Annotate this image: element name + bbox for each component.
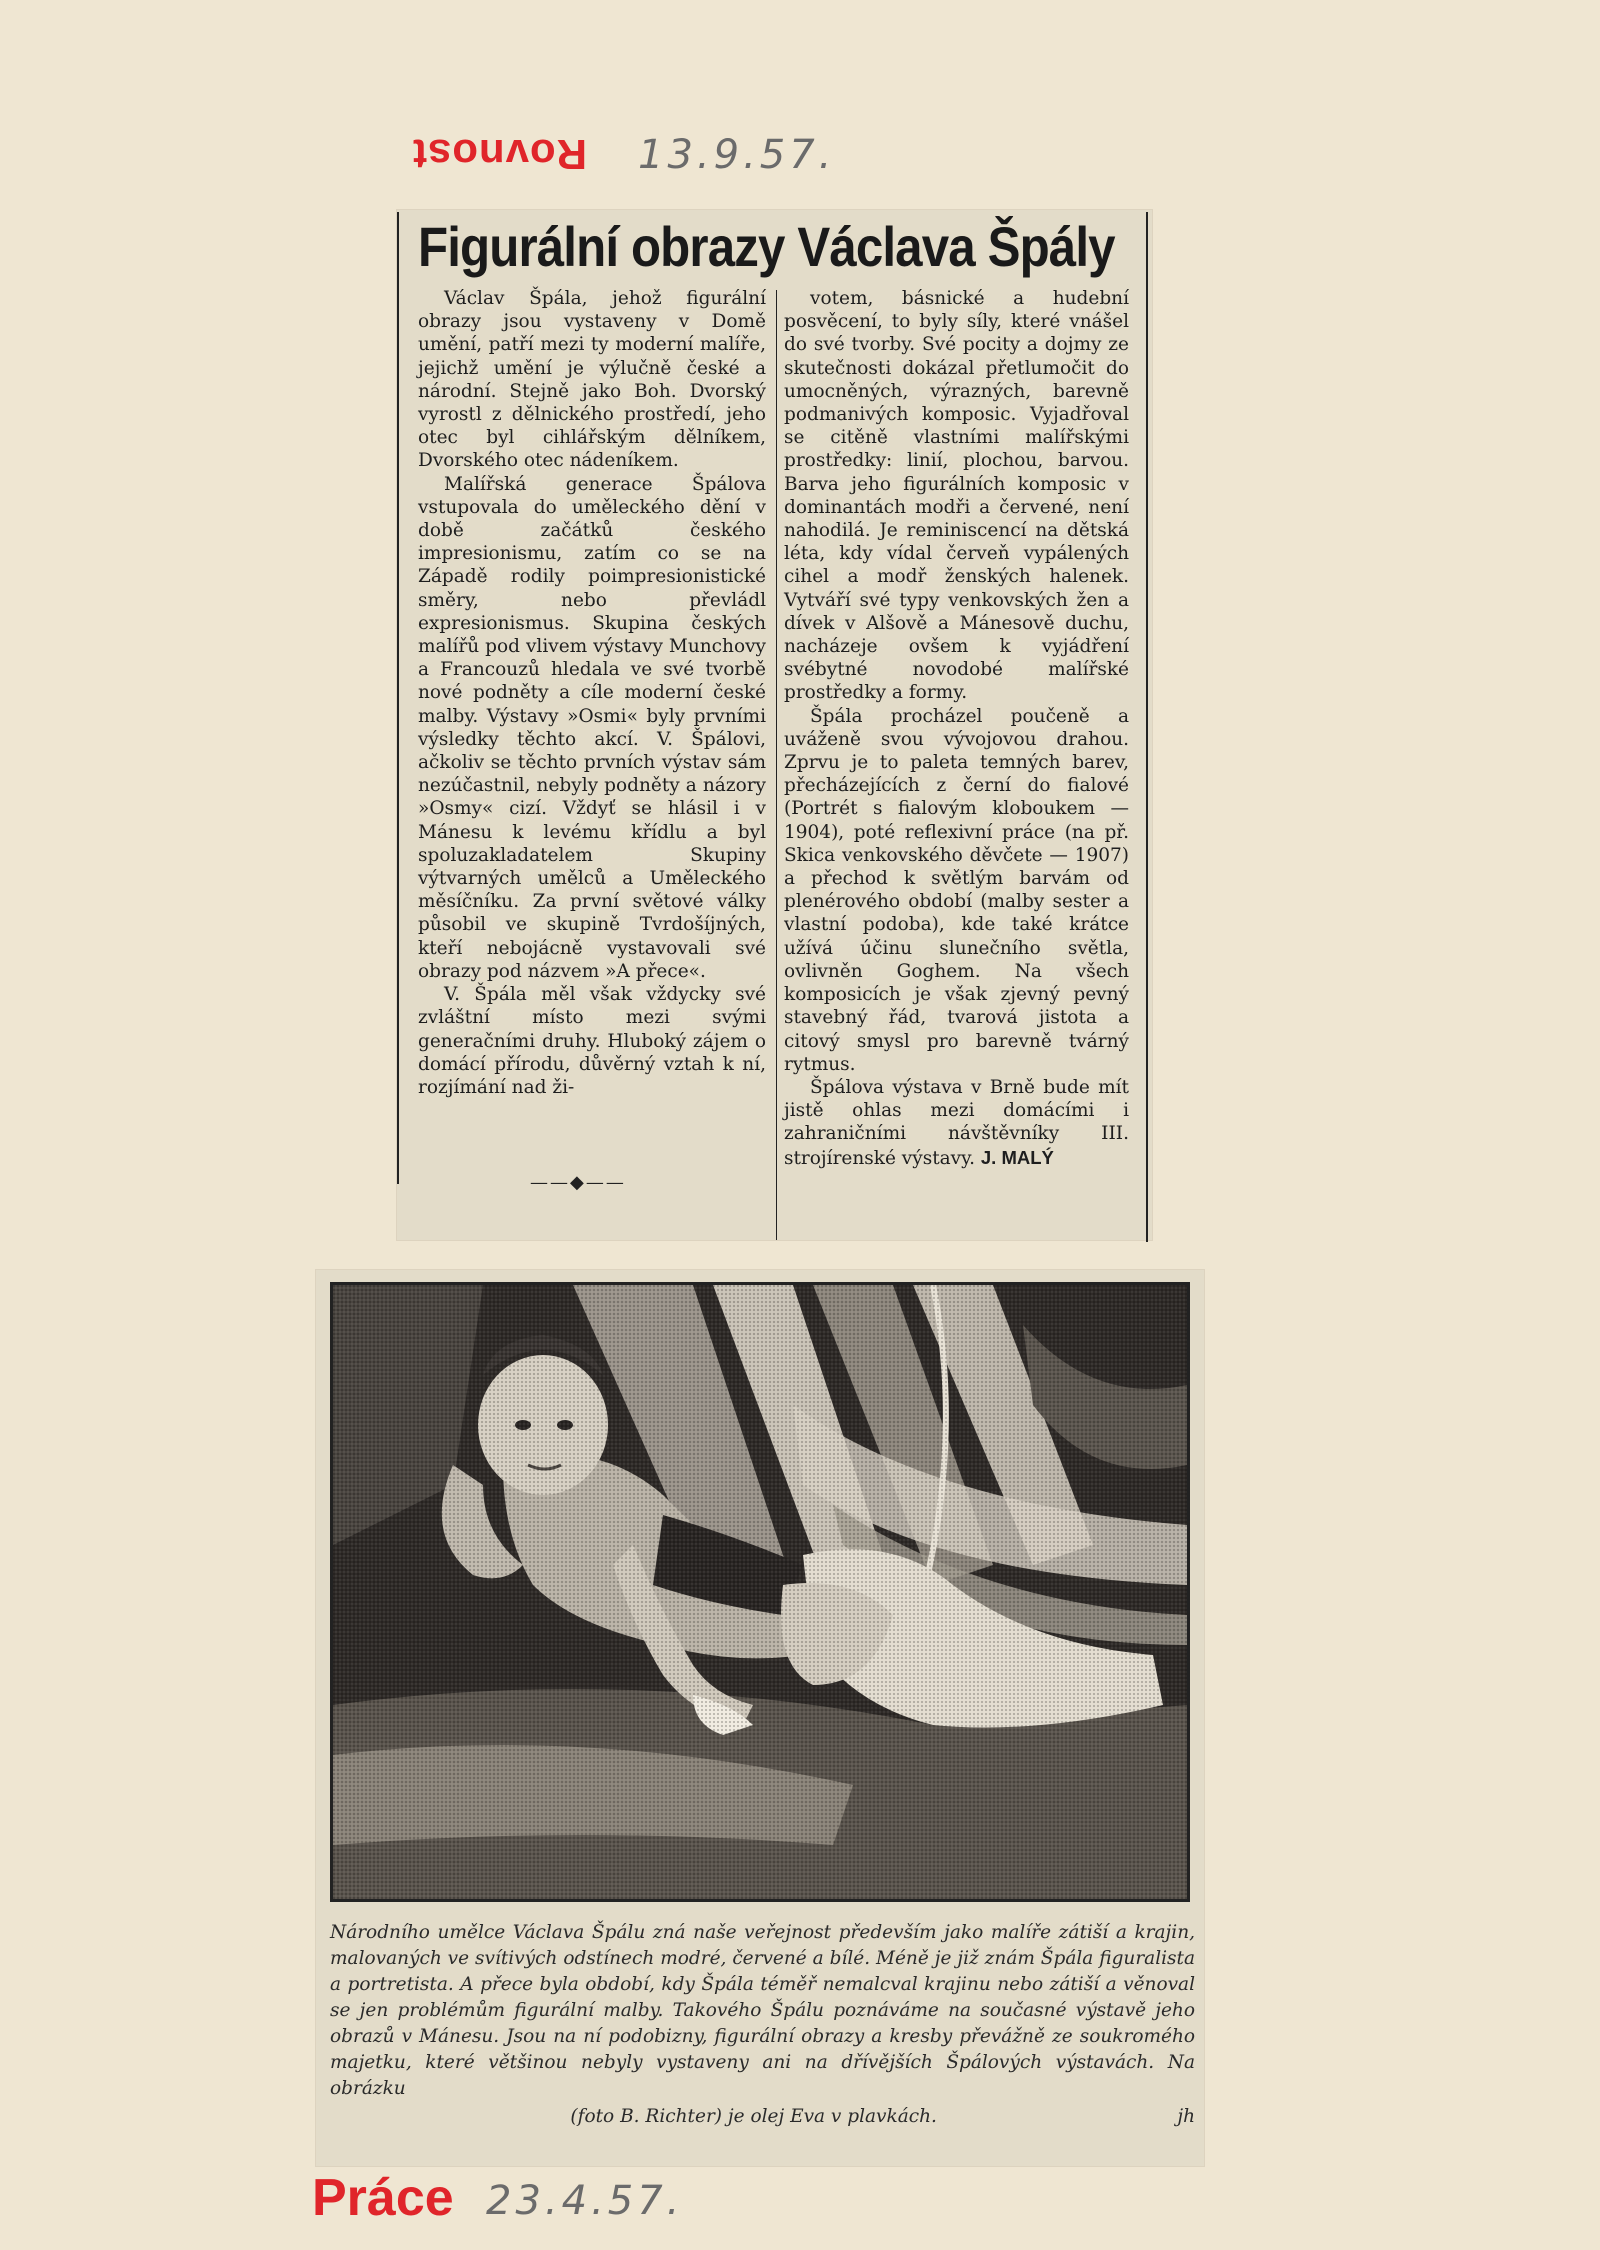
article-paragraph: Malířská generace Špálova vstupovala do uměleckého dění v době začátků českého impresionismu, zatím co se na Západě rodily poimpresionistické směry, nebo převládl expresionismus. Skupina českých malířů pod vlivem výstavy Munchovy a Francouzů hledala ve své tvorbě nové podněty a cíle moderní české malby. Výstavy »Osmi« byly prvními výsledky těchto akcí. V. Špálovi, ačkoliv se těchto prvních výstav sám nezúčastnil, nebyly podněty a názory »Osmy« cizí. Vždyť se hlásil i v Mánesu k levému křídlu a byl spoluzakladatelem Skupiny výtvarných umělců a Uměleckého měsíčníku. Za první světové války působil ve skupině Tvrdošíjných, kteří nebojácně vystavovali své obrazy pod názvem »A přece«. [418, 473, 766, 982]
column-rule-left [397, 212, 399, 1184]
article-column-right [784, 287, 1129, 1170]
article-closing-text: Špálova výstava v Brně bude mít jistě ohlas mezi domácími i zahraničními návštěvníky III. strojírenské výstavy. [784, 1076, 1129, 1169]
newspaper-stamp-prace: Práce [312, 2169, 454, 2227]
painting-reproduction-eva-v-plavkach [330, 1282, 1190, 1902]
article-paragraph [784, 1076, 1129, 1170]
photo-caption [330, 1920, 1195, 2130]
article-paragraph: Špála procházel poučeně a uváženě svou vývojovou drahou. Zprvu je to paleta temných barev, přecházejících z černí do fialové (Portrét s fialovým kloboukem — 1904), poté reflexivní práce (na př. Skica venkovského děvčete — 1907) a přechod k světlým barvám od plenérového období (malby sester a vlastní podoba), kde také krátce užívá účinu slunečního světla, ovlivněn Goghem. Na všech komposicích je však zjevný pevný stavebný řád, tvarová jistota a citový smysl pro barevně tvárný rytmus. [784, 705, 1129, 1075]
painting-image [333, 1285, 1187, 1899]
author-signature: J. MALÝ [980, 1146, 1054, 1168]
newspaper-stamp-rovnost: Rovnost [412, 131, 587, 178]
caption-author-initials: jh [1177, 2106, 1195, 2127]
photo-credit-line: (foto B. Richter) je olej Eva v plavkách. [570, 2106, 937, 2127]
article-paragraph: Václav Špála, jehož figurální obrazy jsou vystaveny v Domě umění, patří mezi ty moderní malíře, jejichž umění je výlučně české a národní. Stejně jako Boh. Dvorský vyrostl z dělnického prostředí, jeho otec byl cihlářským dělníkem, Dvorského otec nádeníkem. [418, 288, 766, 472]
handwritten-date-bottom: 23.4.57. [486, 2178, 684, 2224]
caption-text: Národního umělce Václava Špálu zná naše veřejnost především jako malíře zátiší a krajin, malovaných ve svítivých odstínech modré, červené a bílé. Méně je již znám Špála figuralista a portretista. A přece byla období, kdy Špála téměř nemalcval krajinu nebo zátiší a věnoval se jen problémům figurální malby. Takového Špálu poznáváme na současné výstavě jeho obrazů v Mánesu. Jsou na ní podobizny, figurální obrazy a kresby převážně ze soukromého majetku, které většinou nebyly vystaveny ani na dřívějších Špálových výstavách. Na obrázku [330, 1922, 1195, 2099]
article-paragraph: votem, básnické a hudební posvěcení, to byly síly, které vnášel do své tvorby. Své pocity a dojmy ze skutečnosti dokázal přetlumočit do umocněných, výrazných, barevně podmanivých komposic. Vyjadřoval se citěně vlastními malířskými prostředky: linií, plochou, barvou. Barva jeho figurálních komposic v dominantách modři a červené, není nahodilá. Je reminiscencí na dětská léta, kdy vídal červeň vypálených cihel a modř ženských halenek. Vytváří své typy venkovských žen a dívek v Alšově a Mánesově duchu, nacházeje ovšem k vyjádření svébytné novodobé malířské prostředky a formy. [784, 288, 1129, 704]
article-column-left [418, 287, 766, 1099]
caption-last-line [330, 2104, 1195, 2130]
article-paragraph: V. Špála měl však vždycky své zvláštní místo mezi svými generačními druhy. Hluboký zájem o domácí přírodu, důvěrný vztah k ní, rozjímání nad ži- [418, 984, 766, 1098]
column-rule-right [1146, 212, 1148, 1242]
article-headline: Figurální obrazy Václava Špály [418, 215, 1115, 278]
handwritten-date-top: 13.9.57. [638, 132, 836, 178]
column-end-ornament: ——◆—— [530, 1172, 626, 1193]
column-rule-middle [776, 290, 777, 1240]
